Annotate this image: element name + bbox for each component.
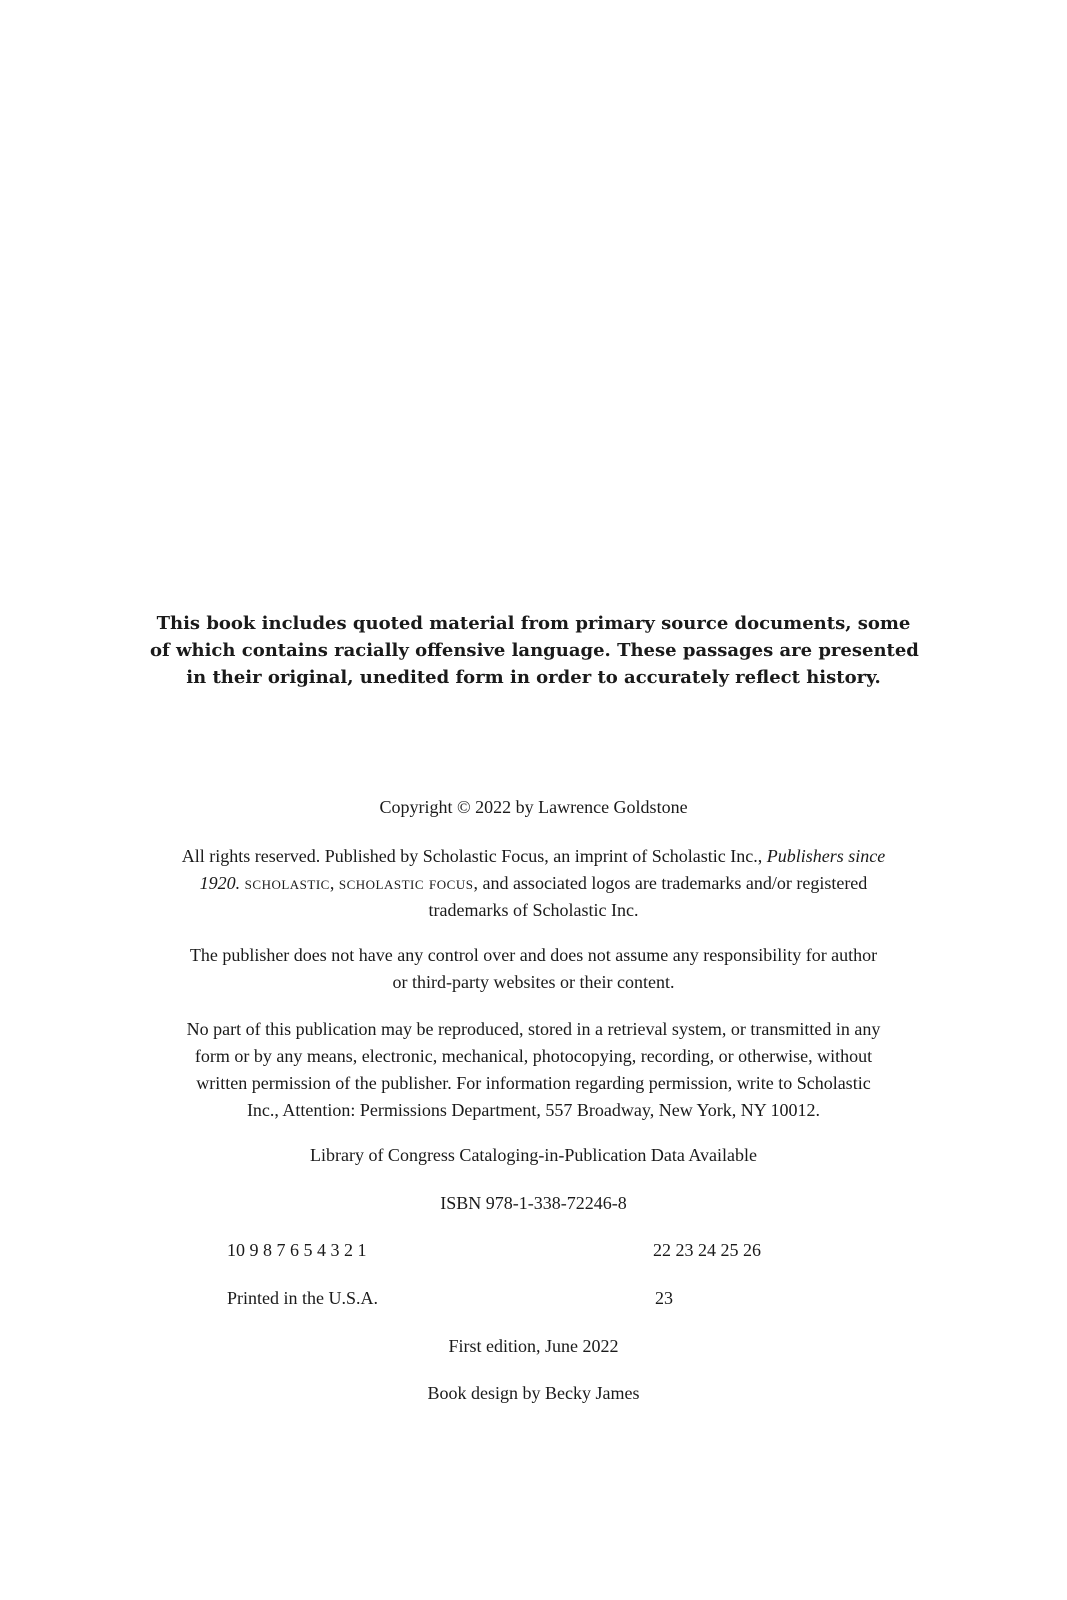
publishers-since-text: Publishers since xyxy=(766,846,886,866)
printed-location: Printed in the U.S.A. xyxy=(227,1288,378,1308)
design-credit-text: Book design by Becky James xyxy=(427,1383,640,1403)
notice-line: in their original, unedited form in order to accurately reflect history. xyxy=(186,667,881,688)
separator-text: , xyxy=(329,873,339,893)
year-1920-text: 1920. xyxy=(199,873,241,893)
rights-text: All rights reserved. Published by Scholastic Focus, an imprint of Scholastic Inc., xyxy=(181,846,767,866)
disclaimer-paragraph xyxy=(110,942,957,996)
reproduction-paragraph xyxy=(110,1016,957,1124)
printing-numbers: 10 9 8 7 6 5 4 3 2 1 xyxy=(227,1240,367,1260)
design-credit-line xyxy=(110,1380,957,1407)
cip-text: Library of Congress Cataloging-in-Publication Data Available xyxy=(309,1145,758,1165)
content-notice xyxy=(150,610,917,691)
disclaimer-line: or third-party websites or their content. xyxy=(392,972,675,992)
reproduction-line: No part of this publication may be reproduced, stored in a retrieval system, or transmitted in any xyxy=(186,1019,881,1039)
copyright-text: Copyright © 2022 by Lawrence Goldstone xyxy=(379,797,688,817)
scholastic-trademark: scholastic xyxy=(244,873,330,893)
printing-years: 22 23 24 25 26 xyxy=(653,1240,761,1260)
edition-text: First edition, June 2022 xyxy=(448,1336,619,1356)
notice-line: of which contains racially offensive language. These passages are presented xyxy=(150,640,919,661)
rights-paragraph xyxy=(110,843,957,924)
copyright-line xyxy=(110,794,957,821)
rights-text-3: trademarks of Scholastic Inc. xyxy=(428,900,639,920)
isbn-text: ISBN 978-1-338-72246-8 xyxy=(440,1193,627,1213)
cip-line xyxy=(110,1142,957,1169)
scholastic-focus-trademark: scholastic focus xyxy=(338,873,474,893)
edition-line xyxy=(110,1333,957,1360)
rights-text-2: , and associated logos are trademarks and/or registered xyxy=(473,873,868,893)
disclaimer-line: The publisher does not have any control over and does not assume any responsibility for author xyxy=(189,945,878,965)
isbn-line xyxy=(110,1190,957,1217)
notice-line: This book includes quoted material from primary source documents, some xyxy=(156,613,911,634)
reproduction-line: form or by any means, electronic, mechanical, photocopying, recording, or otherwise, without xyxy=(194,1046,873,1066)
reproduction-line: Inc., Attention: Permissions Department, 557 Broadway, New York, NY 10012. xyxy=(246,1100,821,1120)
reproduction-line: written permission of the publisher. For information regarding permission, write to Scholastic xyxy=(196,1073,871,1093)
printer-code: 23 xyxy=(655,1288,673,1308)
